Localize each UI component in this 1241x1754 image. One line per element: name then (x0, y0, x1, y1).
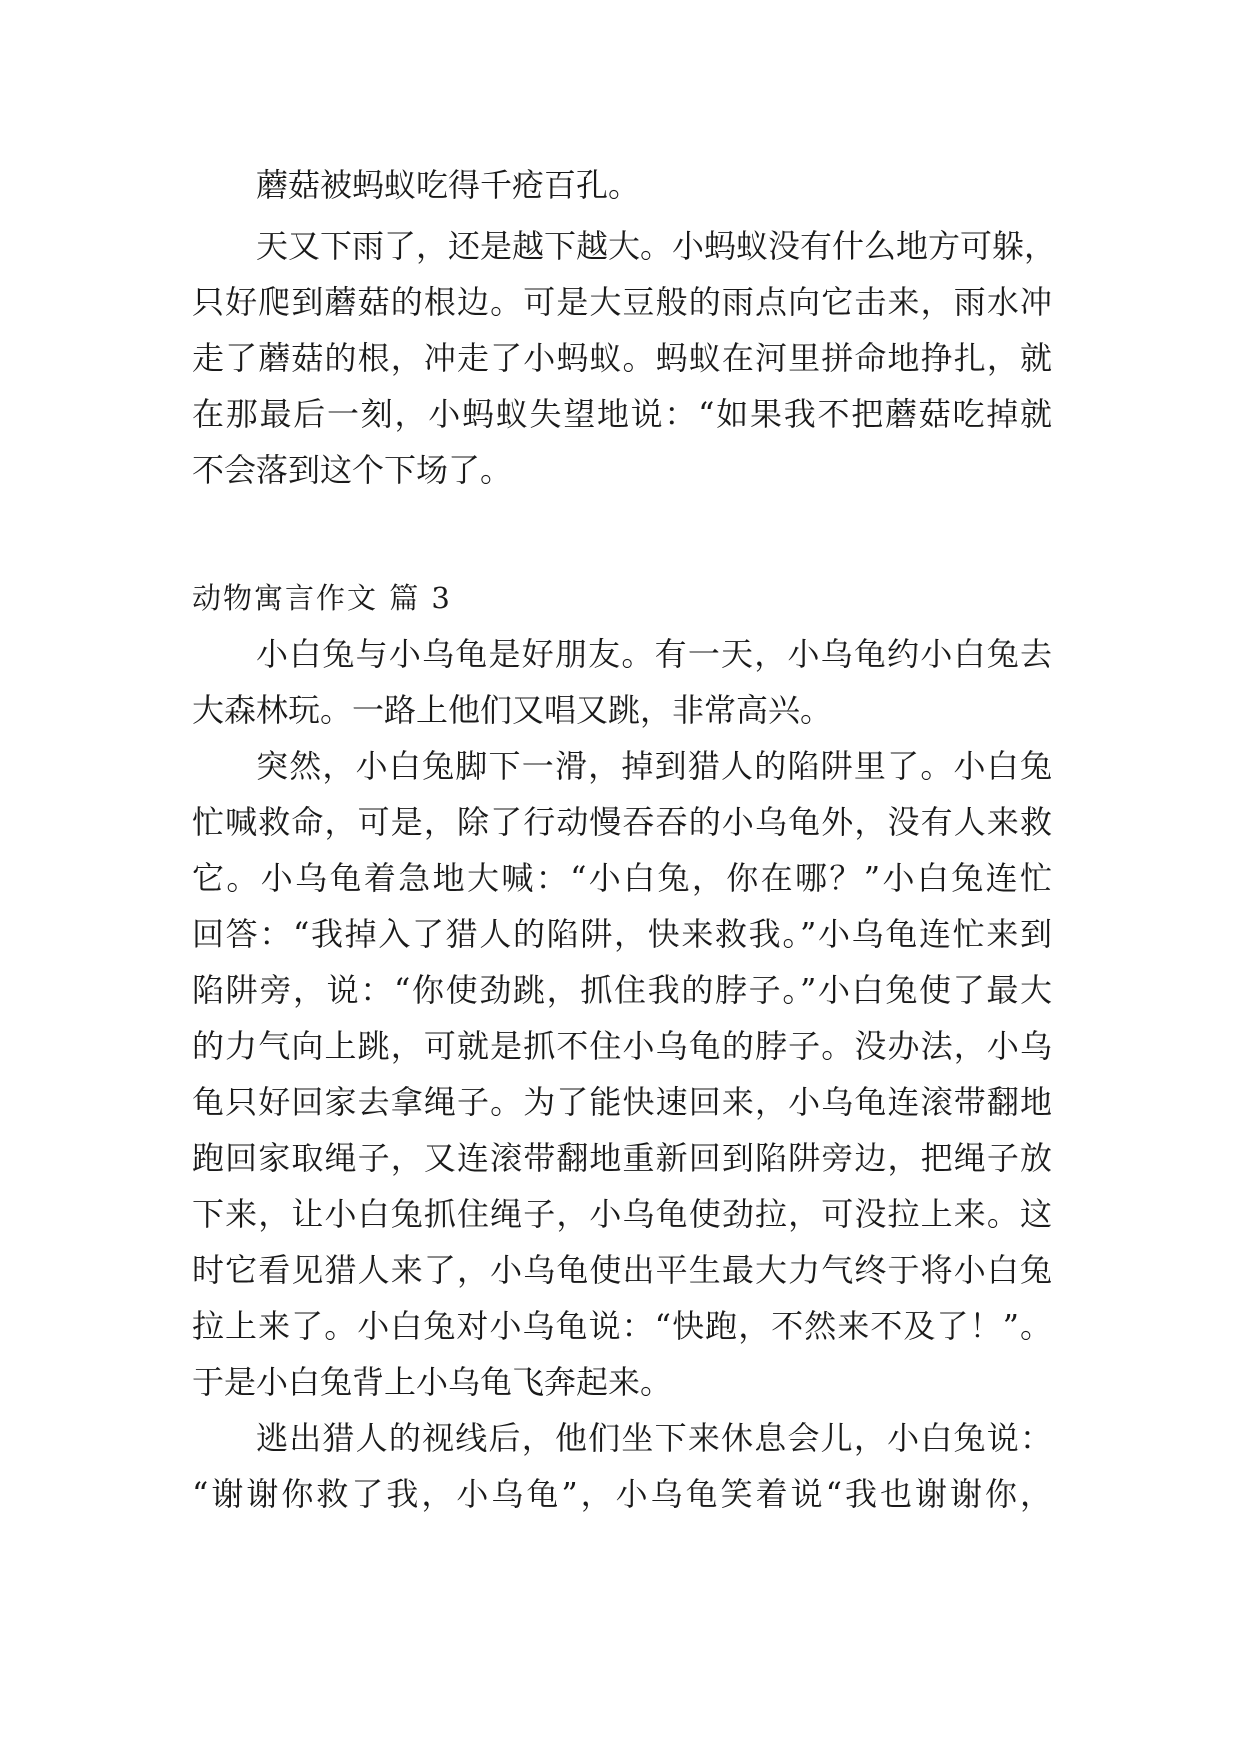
paragraph-line: 只好爬到蘑菇的根边。可是大豆般的雨点向它击来，雨水冲 (192, 283, 1052, 321)
paragraph-line: “谢谢你救了我，小乌龟”，小乌龟笑着说“我也谢谢你， (192, 1475, 1052, 1513)
section-heading: 动物寓言作文 篇 3 (192, 581, 452, 615)
paragraph-line: 走了蘑菇的根，冲走了小蚂蚁。蚂蚁在河里拼命地挣扎，就 (192, 339, 1052, 377)
paragraph-line: 的力气向上跳，可就是抓不住小乌龟的脖子。没办法，小乌 (192, 1027, 1052, 1065)
paragraph-line: 天又下雨了，还是越下越大。小蚂蚁没有什么地方可躲， (256, 227, 1057, 265)
paragraph-line: 小白兔与小乌龟是好朋友。有一天，小乌龟约小白兔去 (256, 635, 1052, 673)
paragraph-line: 下来，让小白兔抓住绳子，小乌龟使劲拉，可没拉上来。这 (192, 1195, 1052, 1233)
paragraph-line: 时它看见猎人来了，小乌龟使出平生最大力气终于将小白兔 (192, 1251, 1052, 1289)
paragraph-line: 回答：“我掉入了猎人的陷阱，快来救我。”小乌龟连忙来到 (192, 915, 1052, 953)
paragraph-line: 大森林玩。一路上他们又唱又跳，非常高兴。 (192, 691, 833, 729)
paragraph-line: 它。小乌龟着急地大喊：“小白兔，你在哪？”小白兔连忙 (192, 859, 1052, 897)
paragraph-line: 逃出猎人的视线后，他们坐下来休息会儿，小白兔说： (256, 1419, 1052, 1457)
paragraph-line: 忙喊救命，可是，除了行动慢吞吞的小乌龟外，没有人来救 (192, 803, 1052, 841)
paragraph-line: 突然，小白兔脚下一滑，掉到猎人的陷阱里了。小白兔 (256, 747, 1052, 785)
paragraph-line: 拉上来了。小白兔对小乌龟说：“快跑，不然来不及了！”。 (192, 1307, 1052, 1345)
paragraph-line: 于是小白兔背上小乌龟飞奔起来。 (192, 1363, 673, 1401)
paragraph-line: 在那最后一刻，小蚂蚁失望地说：“如果我不把蘑菇吃掉就 (192, 395, 1052, 433)
paragraph-line: 蘑菇被蚂蚁吃得千疮百孔。 (256, 166, 641, 204)
paragraph-line: 不会落到这个下场了。 (192, 451, 513, 489)
paragraph-line: 陷阱旁，说：“你使劲跳，抓住我的脖子。”小白兔使了最大 (192, 971, 1052, 1009)
paragraph-line: 龟只好回家去拿绳子。为了能快速回来，小乌龟连滚带翻地 (192, 1083, 1052, 1121)
paragraph-line: 跑回家取绳子，又连滚带翻地重新回到陷阱旁边，把绳子放 (192, 1139, 1052, 1177)
